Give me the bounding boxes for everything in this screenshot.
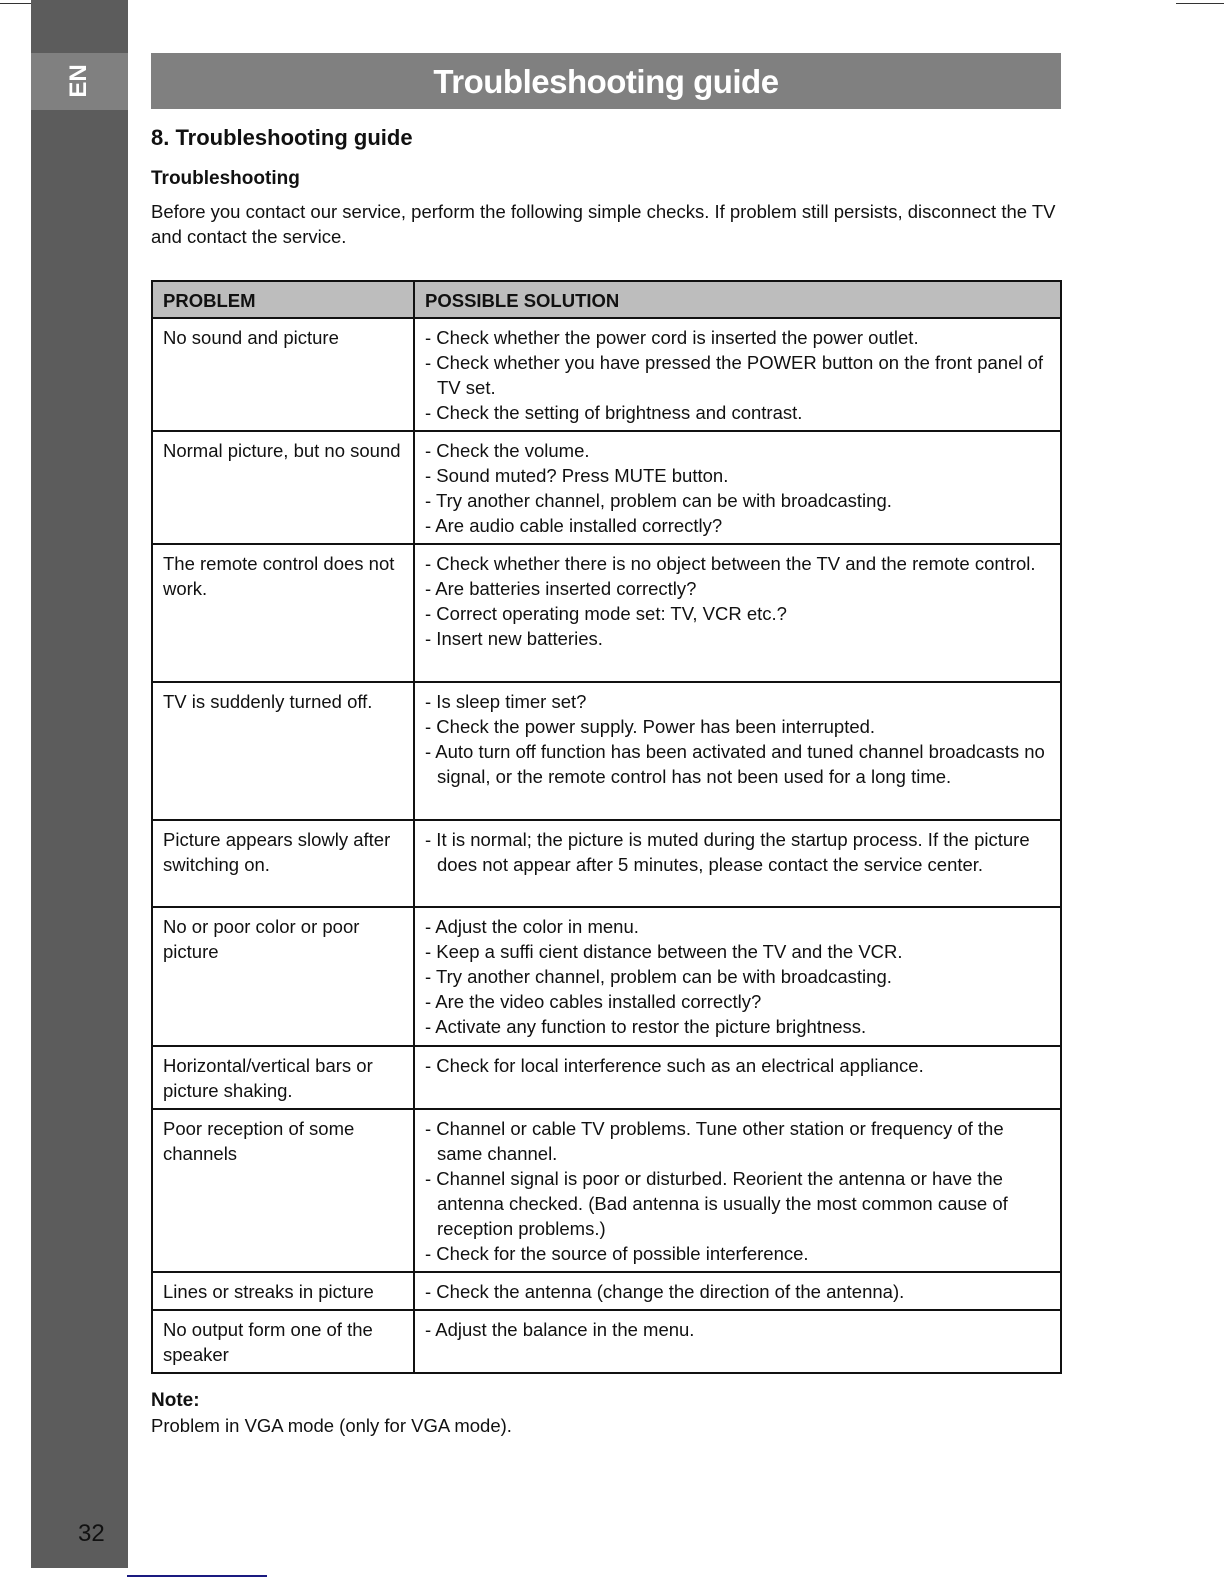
problem-cell: No sound and picture [152, 318, 414, 431]
solution-item: - Is sleep timer set? [425, 691, 587, 712]
solution-item: - Sound muted? Press MUTE button. [425, 465, 729, 486]
solution-item: - Are batteries inserted correctly? [425, 578, 697, 599]
solution-cell [414, 907, 1061, 1046]
solution-cell [414, 431, 1061, 544]
table-row [152, 544, 1061, 682]
table-row [152, 907, 1061, 1046]
solution-item: - Adjust the color in menu. [425, 916, 639, 937]
table-row [152, 318, 1061, 431]
sidebar [31, 0, 128, 1568]
note-text: Problem in VGA mode (only for VGA mode). [151, 1415, 512, 1436]
solution-item: - It is normal; the picture is muted during the startup process. If the picture does not appear after 5 minutes, please contact the service center. [425, 829, 1030, 875]
solution-item: - Check for local interference such as an electrical appliance. [425, 1055, 924, 1076]
solution-cell [414, 1310, 1061, 1373]
solution-item: - Channel signal is poor or disturbed. Reorient the antenna or have the antenna checked. (Bad antenna is usually the most common cause of reception problems.) [425, 1168, 1008, 1239]
solution-cell [414, 682, 1061, 820]
solution-item: - Correct operating mode set: TV, VCR etc.? [425, 603, 787, 624]
language-tab [31, 53, 128, 110]
solution-item: - Try another channel, problem can be with broadcasting. [425, 966, 892, 987]
solution-item: - Keep a suffi cient distance between the TV and the VCR. [425, 941, 903, 962]
problem-cell: No output form one of the speaker [152, 1310, 414, 1373]
solution-item: - Activate any function to restor the picture brightness. [425, 1016, 867, 1037]
problem-cell: Picture appears slowly after switching on. [152, 820, 414, 907]
solution-item: - Insert new batteries. [425, 628, 603, 649]
solution-item: - Check the volume. [425, 440, 590, 461]
solution-cell [414, 820, 1061, 907]
solution-item: - Check the antenna (change the direction of the antenna). [425, 1281, 905, 1302]
note-label: Note: [151, 1390, 200, 1411]
crop-mark [1176, 3, 1224, 4]
intro-text: Before you contact our service, perform the following simple checks. If problem still persists, disconnect the TV and contact the service. [151, 201, 1056, 247]
problem-cell: Poor reception of some channels [152, 1109, 414, 1272]
solution-item: - Are audio cable installed correctly? [425, 515, 723, 536]
solution-item: - Channel or cable TV problems. Tune other station or frequency of the same channel. [425, 1118, 1004, 1164]
solution-cell [414, 1109, 1061, 1272]
table-row [152, 820, 1061, 907]
problem-cell: No or poor color or poor picture [152, 907, 414, 1046]
header-solution: POSSIBLE SOLUTION [414, 281, 1061, 318]
problem-cell: Normal picture, but no sound [152, 431, 414, 544]
table-row [152, 1046, 1061, 1109]
problem-cell: The remote control does not work. [152, 544, 414, 682]
page-title: 8. Troubleshooting guide [151, 125, 413, 150]
troubleshooting-table [151, 280, 1062, 1374]
table-row [152, 1109, 1061, 1272]
language-label: EN [65, 64, 92, 98]
problem-cell: Lines or streaks in picture [152, 1272, 414, 1310]
footer-line [127, 1575, 267, 1577]
solution-item: - Try another channel, problem can be with broadcasting. [425, 490, 892, 511]
table-row [152, 682, 1061, 820]
solution-item: - Check for the source of possible interference. [425, 1243, 809, 1264]
solution-item: - Check whether the power cord is inserted the power outlet. [425, 327, 919, 348]
solution-item: - Check whether you have pressed the POWER button on the front panel of TV set. [425, 352, 1044, 398]
section-banner: Troubleshooting guide [151, 53, 1061, 109]
solution-item: - Auto turn off function has been activated and tuned channel broadcasts no signal, or the remote control has not been used for a long time. [425, 741, 1045, 787]
solution-item: - Check the setting of brightness and contrast. [425, 402, 803, 423]
solution-cell [414, 1272, 1061, 1310]
solution-cell [414, 318, 1061, 431]
solution-cell [414, 1046, 1061, 1109]
page-number: 32 [78, 1520, 105, 1547]
table-row [152, 1310, 1061, 1373]
solution-item: - Check whether there is no object between the TV and the remote control. [425, 553, 1036, 574]
solution-item: - Adjust the balance in the menu. [425, 1319, 695, 1340]
solution-item: - Are the video cables installed correctly? [425, 991, 762, 1012]
solution-cell [414, 544, 1061, 682]
subheading: Troubleshooting [151, 168, 300, 189]
problem-cell: Horizontal/vertical bars or picture shaking. [152, 1046, 414, 1109]
solution-item: - Check the power supply. Power has been interrupted. [425, 716, 876, 737]
problem-cell: TV is suddenly turned off. [152, 682, 414, 820]
table-row [152, 1272, 1061, 1310]
header-problem: PROBLEM [152, 281, 414, 318]
table-row [152, 431, 1061, 544]
